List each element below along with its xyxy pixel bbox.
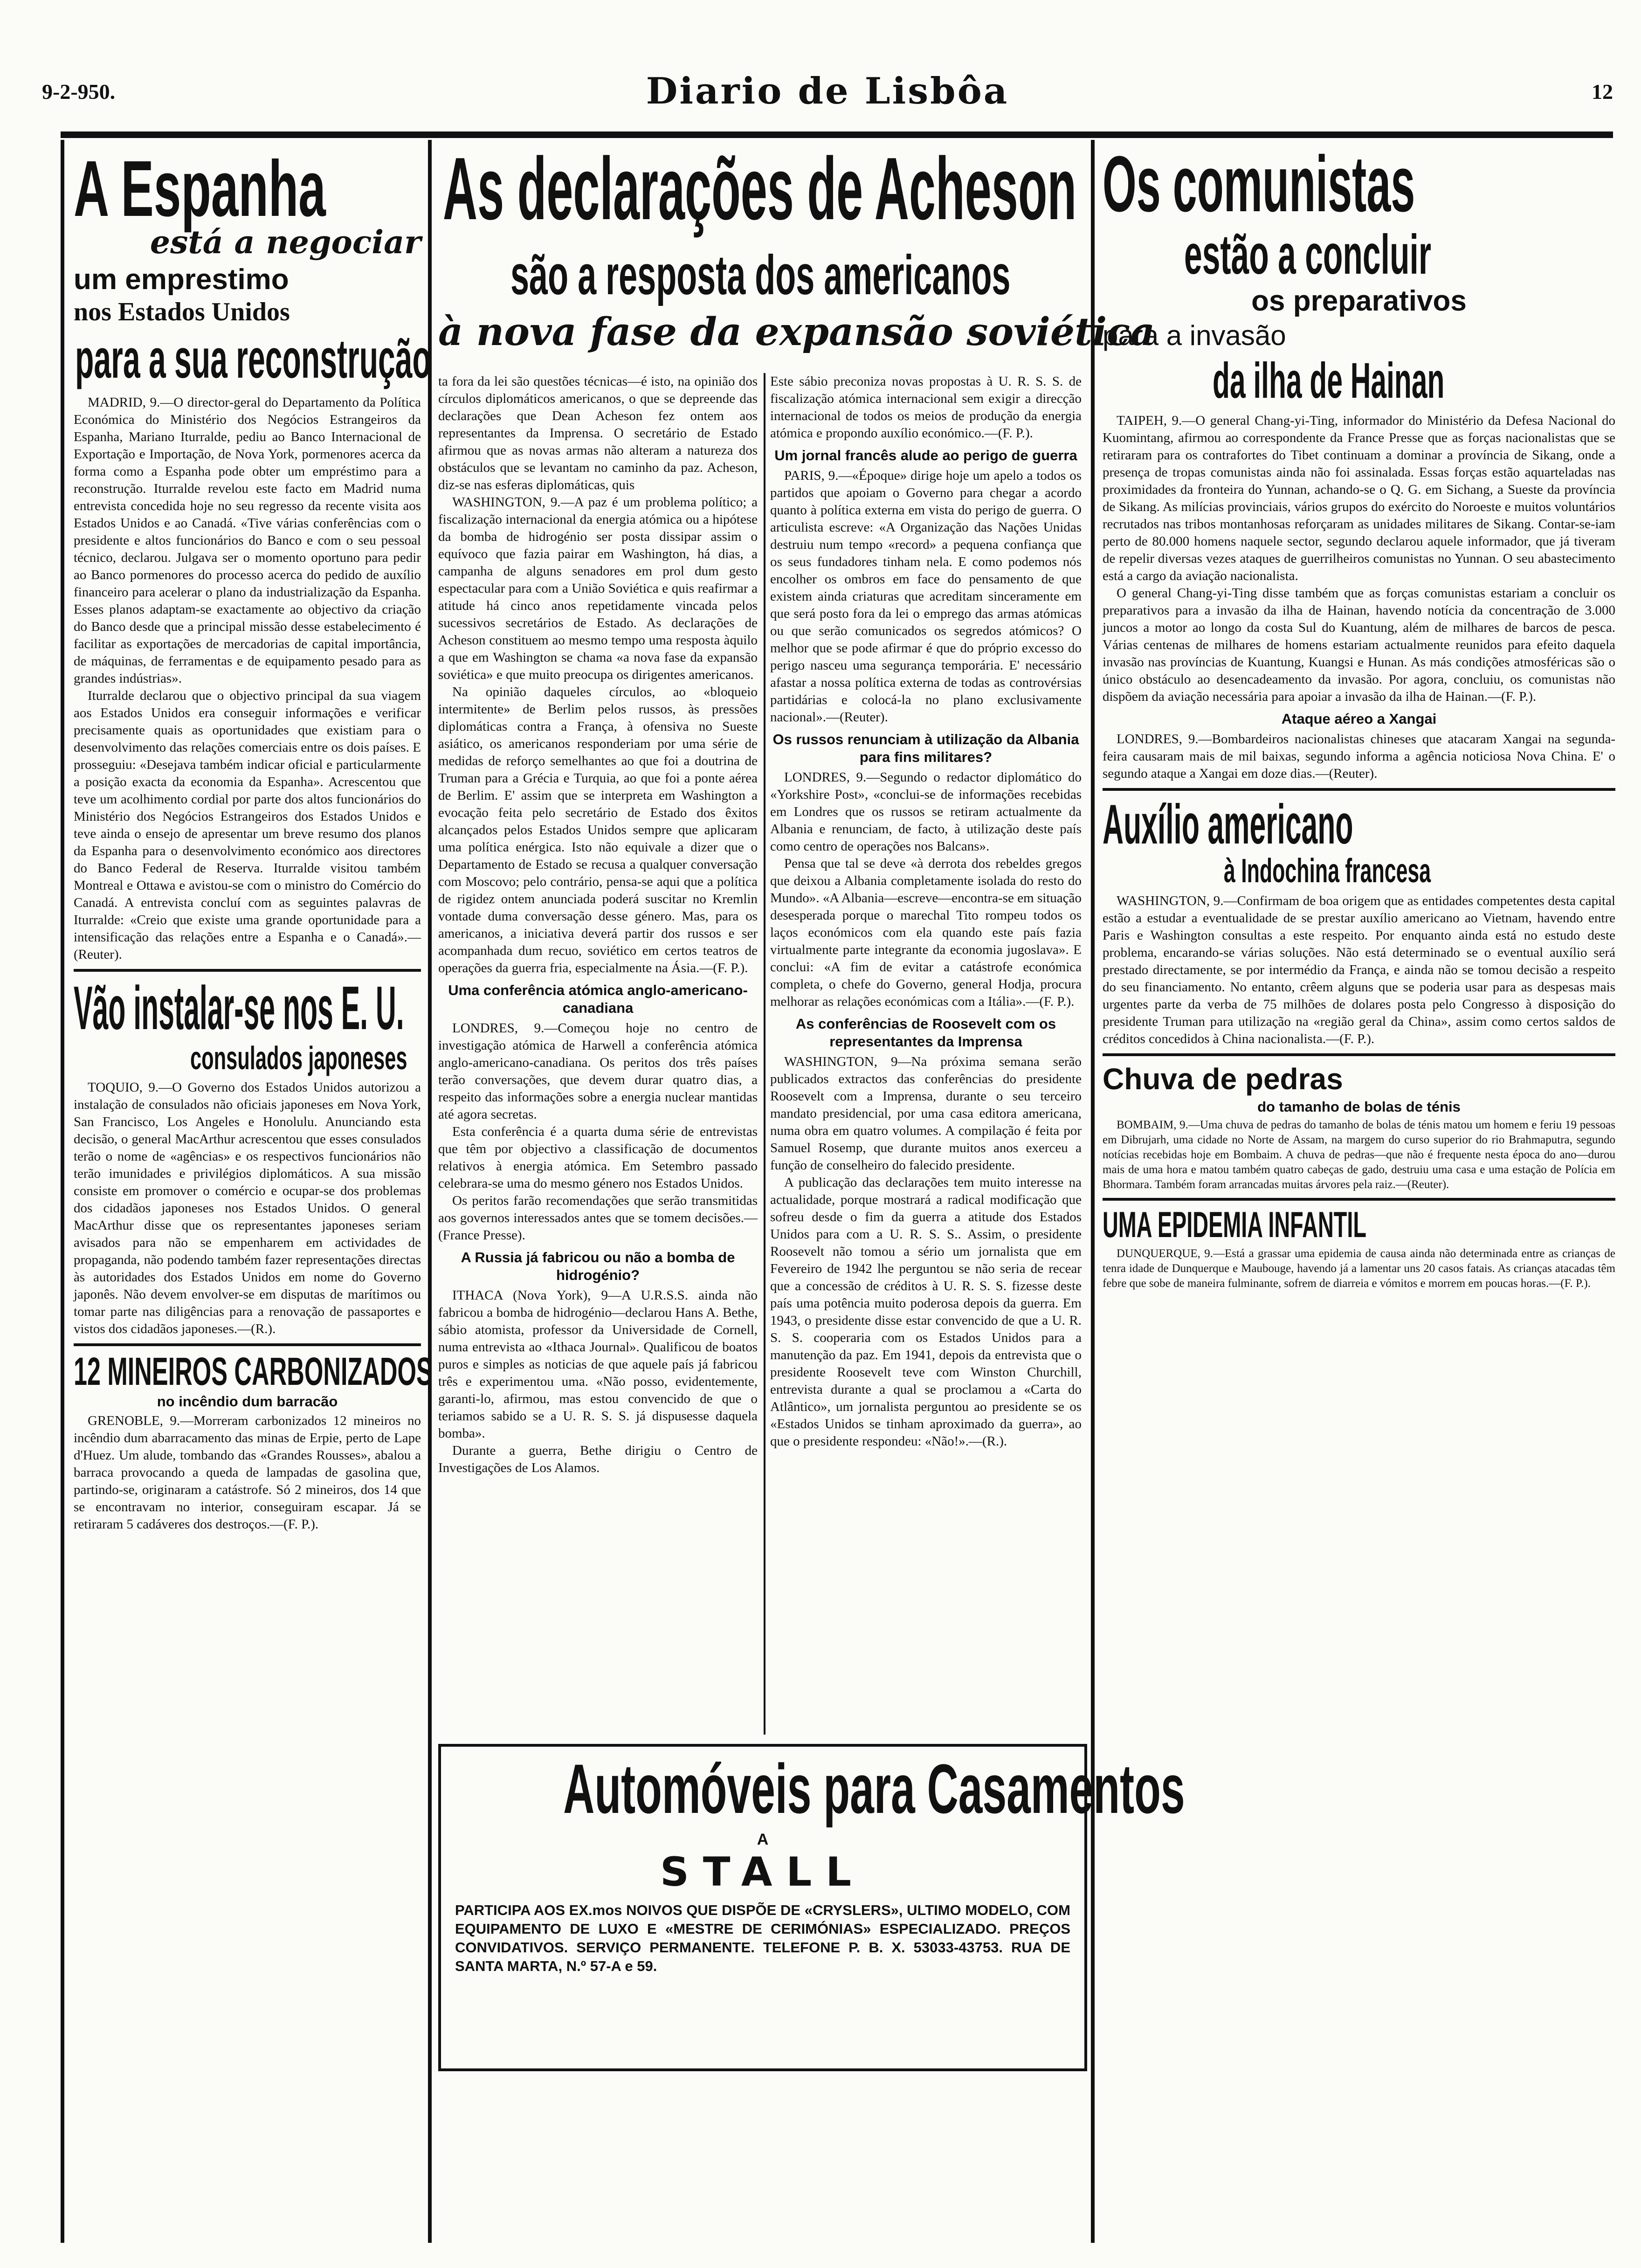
column-rule-1 — [428, 140, 432, 2243]
article-mineiros — [74, 1349, 433, 1533]
column-rule-left — [61, 140, 64, 2243]
acheson-c2-paragraph-2: PARIS, 9.—«Époque» dirige hoje um apelo a todos os partidos que apoiam o Governo para chegar a acordo quanto à política externa em vista do perigo de guerra. O articulista escreve: «A Organização das Nações Unidas destruiu num tempo «record» a pequena confiança que os seus fundadores tinham nela. E como podemos nós encolher os ombros em face do pensamento de que existem ainda criaturas que acreditam sinceramente em que será posto fora da lei o emprego das armas atómicas ou que serão comunicados os segredos atómicos? O melhor que se pode afirmar é que do próprio excesso do perigo nasceu uma segurança temporária. E' necessário afastar a nossa política externa de todas as controvérsias partidárias e colocá-la no plano exclusivamente nacional».—(Reuter). — [770, 468, 1082, 725]
subhead-bomba-hidrogenio: A Russia já fabricou ou não a bomba de hidrogénio? — [461, 1249, 735, 1283]
newspaper-title: Diario de Lisbôa — [646, 70, 1009, 112]
acheson-c1-paragraph-6: Os peritos farão recomendações que serão transmitidas aos governos interessados antes que se tomem decisões.—(France Presse). — [438, 1193, 758, 1243]
advert-a: A — [757, 1831, 769, 1848]
column-a — [74, 145, 433, 2233]
divider — [74, 1343, 421, 1346]
acheson-c2-paragraph-5: WASHINGTON, 9—Na próxima semana serão publicados extractos das conferências do presidente Roosevelt com a Imprensa, durante o seu terceiro mandato presidencial, por uma casa editora americana, numa obra em quatro volumes. A compilação é feita por Samuel Rosemp, que durante muitos anos exerceu a função de conselheiro do falecido presidente. — [770, 1054, 1082, 1173]
article-consulados — [74, 974, 421, 1338]
headline-comunistas: Os comunistas — [1103, 140, 1415, 228]
subhead-chuva: do tamanho de bolas de ténis — [1257, 1099, 1461, 1115]
headline-comunistas-line3: os preparativos — [1251, 285, 1467, 317]
headline-comunistas-line5: da ilha de Hainan — [1213, 352, 1445, 408]
comunistas-paragraph-1: TAIPEH, 9.—O general Chang-yi-Ting, informador do Ministério da Defesa Nacional do Kuomintang, afirmou ao correspondente da France Presse que as forças nacionalistas que se retiraram para os contrafortes do Tibet continuam a dominar a província de Sikang, onde a presença de tropas comunistas ainda não foi assinalada. Essas forças estão aquarteladas nas proximidades da fronteira do Yunnan, achando-se o Q. G. em Sichang, a Sueste da província de Sikang. As milícias provinciais, vários grupos do exército do Noroeste e muitos voluntários recrutados nas tribos montanhosas reforçaram as unidades militares de Sikang. Contar-se-iam perto de 80.000 homens naquele sector, segundo declarou aquele informador, que já tiveram de repelir diversas vezes ataques de guerrilheiros comunistas no Yunnan. O seu abastecimento está a cargo da aviação nacionalista. — [1103, 413, 1615, 583]
column-c — [1103, 140, 1615, 2233]
epidemia-paragraph: DUNQUERQUE, 9.—Está a grassar uma epidemia de causa ainda não determinada entre as crianças de tenra idade de Dunquerque e Maubouge, havendo já a lamentar uns 20 casos fatais. As crianças atacadas têm febre que sobe de maneira fulminante, sofrem de diarreia e vómitos e morrem em poucas horas.—(F. P.). — [1103, 1247, 1615, 1290]
headline-epidemia: UMA EPIDEMIA INFANTIL — [1103, 1204, 1366, 1245]
comunistas-paragraph-3: LONDRES, 9.—Bombardeiros nacionalistas chineses que atacaram Xangai na segunda-feira causaram mais de mil baixas, segundo informa a agência noticiosa Nova China. E' o segundo ataque a Xangai em doze dias.—(Reuter). — [1103, 732, 1615, 781]
acheson-c1-paragraph-7: ITHACA (Nova York), 9—A U.R.S.S. ainda não fabricou a bomba de hidrogénio—declarou Hans A. Bethe, sábio atomista, professor da Universidade de Cornell, numa entrevista ao «Ithaca Journal». Qualificou de boatos puros e simples as noticias de que aquele país já fabricou três e experimentou uma. «Não posso, evidentemente, garanti-lo, afirmou, mas estou convencido de que o teriamos sabido se a U. R. S. S. já dispusesse daquela bomba». — [438, 1288, 758, 1441]
headline-chuva: Chuva de pedras — [1103, 1062, 1343, 1096]
headline-espanha-line3: um emprestimo — [74, 263, 289, 296]
headline-acheson-line3: à nova fase da expansão soviética — [438, 310, 1155, 354]
chuva-paragraph: BOMBAIM, 9.—Uma chuva de pedras do tamanho de bolas de ténis matou um homem e feriu 19 pessoas em Dibrujarh, uma cidade no Norte de Assam, na margem do curso superior do rio Brahmaputra, segundo notícias recebidas hoje em Bombaim. A chuva de pedras—que não é frequente nesta época do ano—durou mais de uma hora e matou também quatro cabeças de gado, destruiu uma casa e uma estação de Polícia em Bhormara. Também foram arrancadas muitas árvores pela raiz.—(Reuter). — [1103, 1119, 1615, 1191]
subhead-jornal-frances: Um jornal francês alude ao perigo de guerra — [774, 447, 1077, 463]
headline-espanha-line4: nos Estados Unidos — [74, 297, 290, 326]
acheson-column-2 — [770, 373, 1082, 1735]
headline-comunistas-line2: estão a concluir — [1184, 223, 1431, 286]
subhead-mineiros: no incêndio dum barracão — [157, 1393, 338, 1410]
subhead-conferencia-atomica: Uma conferência atómica anglo-americano-canadiana — [448, 982, 748, 1016]
headline-espanha-line2: está a negociar — [150, 224, 421, 261]
advert-brand: STALL — [660, 1849, 866, 1895]
comunistas-paragraph-2: O general Chang-yi-Ting disse também que as forças comunistas estariam a concluir os preparativos para a invasão da ilha de Hainan, havendo notícia da concentração de 3.000 juncos a motor ao longo da costa Sul do Kuantung, além de milhares de barcos de pesca. Várias centenas de milhares de homens estariam actualmente reunidos para efeito daquela invasão nas províncias de Kuantung, Kuangsi e Hunan. As más condições atmosféricas são o único obstáculo ao desencadeamento da invasão. Por agora, concluiu, os comunistas não dispõem da aviação necessária para apoiar a invasão da ilha de Hainan.—(F. P.). — [1103, 586, 1615, 704]
headline-acheson-line2: são a resposta dos americanos — [510, 244, 1011, 306]
espanha-paragraph-1: MADRID, 9.—O director-geral do Departamento da Política Económica do Ministério dos Negócios Estrangeiros da Espanha, Mariano Iturralde, pediu ao Banco Internacional de Exportação e Importação, de Nova York, pormenores acerca da forma como a Espanha pode obter um empréstimo para a reconstrução. Iturralde revelou este facto em Madrid numa entrevista concedida hoje no seu regresso da recente visita aos Estados Unidos e ao Canadá. «Tive várias conferências com o presidente e altos funcionários do Banco e com o seu pessoal técnico, declarou. Julgava ser o momento oportuno para pedir ao Banco pormenores do processo acerca do pedido de auxílio financeiro para acelerar o plano da industrialização da Espanha. Esses planos adaptam-se exactamente ao objectivo da criação do Banco desde que a principal missão desse estabelecimento é facilitar as exportações de mercadorias de capital importância, de máquinas, de ferramentas e de equipamento pesado para as grandes indústrias». — [74, 395, 421, 686]
article-espanha — [74, 145, 431, 963]
headline-espanha: A Espanha — [74, 145, 326, 233]
acheson-c1-paragraph-2: WASHINGTON, 9.—A paz é um problema político; a fiscalização internacional da energia atómica ou a hipótese da bomba de hidrogénio ser posta dissipar assim o equívoco que fazia pairar em Washington, há dias, a campanha de alguns senadores em prol dum gesto espectacular para com a União Soviética e quis reafirmar a atitude há cinco anos repetidamente vincada pelos sucessivos secretários de Estado. As declarações de Acheson constituem ao mesmo tempo uma resposta àquilo a que em Washington se chama «a nova fase da expansão soviética» e que muito preocupa os dirigentes americanos. — [438, 495, 758, 682]
subhead-roosevelt: As conferências de Roosevelt com os representantes da Imprensa — [795, 1016, 1056, 1050]
advert-stall — [438, 1744, 1185, 2071]
espanha-paragraph-2: Iturralde declarou que o objectivo principal da sua viagem aos Estados Unidos era conseguir informações e verificar precisamente quais as oportunidades que existiam para o desenvolvimento das relações comerciais entre os dois países. E prosseguiu: «Desejava também indicar oficial e particularmente a posição exacta da economia da Espanha». Acrescentou que teve um acolhimento cordial por parte dos altos funcionários do Ministério dos Negócios Estrangeiros dos Estados Unidos e teve ainda o ensejo de apresentar um breve resumo dos planos da Espanha para o desenvolvimento económico aos directores do Banco Federal de Reserva. Iturralde visitou também Montreal e Ottawa e avistou-se com o ministro do Comércio do Canadá. A entrevista concluí com as seguintes palavras de Iturralde: «Creio que existe uma grande oportunidade para a intensificação das relações entre a Espanha e o Canadá».—(Reuter). — [74, 688, 421, 962]
inner-column-rule — [764, 373, 765, 1735]
acheson-c1-paragraph-3: Na opinião daqueles círculos, ao «bloqueio intermitente» de Berlim pelos russos, às pressões diplomáticas contra a França, à ofensiva no Sueste asiático, os americanos responderiam por uma série de medidas de reforço semelhantes ao que foi a doutrina de Truman para a Grécia e Turquia, ao que foi a ponte aérea de Berlim. E' assim que se interpreta em Washington a evocação feita pelo secretário de Estado dos êxitos alcançados pelos Estados Unidos sempre que aplicaram uma política enérgica. Isto não equivale a dizer que o Departamento de Estado se recusa a qualquer conversação com Moscovo; pelo contrário, pensa-se aqui que a política de rigidez ontem anunciada poderá suscitar no Kremlin vontade duma conversação desse género. Mas, para os americanos, a iniciativa deverá partir dos russos e ser acompanhada dum recuo, soviético em certos teatros de operações da guerra fria, especialmente na Ásia.—(F. P.). — [438, 685, 758, 975]
divider — [1103, 1198, 1615, 1201]
masthead — [42, 70, 1613, 126]
column-rule-2 — [1091, 140, 1095, 2243]
consulados-paragraph: TOQUIO, 9.—O Governo dos Estados Unidos autorizou a instalação de consulados não oficiais japoneses em Nova York, San Francisco, Los Angeles e Honolulu. Anunciando esta decisão, o general MacArthur acrescentou que esses consulados terão o nome de «agências» e os respectivos funcionários não terão imunidades e privilégios diplomáticos. A sua missão consiste em promover o comércio e ocupar-se dos problemas dos cidadãos japoneses nos Estados Unidos. O general MacArthur disse que os representantes japoneses seriam avisados para não se empenharem em actividades de propaganda, não podendo também fazer representações directas às autoridades dos Estados Unidos em nome do Governo japonês. Não devem envolver-se em disputas de marítimos ou tomar parte nas diligências para a renovação de passaportes e vistos dos cidadãos japoneses.—(R.). — [74, 1080, 421, 1336]
subhead-xangai: Ataque aéreo a Xangai — [1281, 711, 1437, 727]
article-auxilio — [1103, 793, 1615, 1048]
subhead-albania: Os russos renunciam à utilização da Albania para fins militares? — [772, 731, 1079, 765]
page-number: 12 — [1592, 80, 1613, 104]
article-comunistas — [1103, 140, 1615, 782]
acheson-column-1 — [438, 373, 758, 1735]
acheson-c1-paragraph-8: Durante a guerra, Bethe dirigiu o Centro de Investigações de Los Alamos. — [438, 1443, 758, 1475]
headline-auxilio: Auxílio americano — [1103, 793, 1353, 856]
headline-comunistas-line4: para a invasão — [1103, 320, 1286, 351]
acheson-c1-paragraph-5: Esta conferência é a quarta duma série de entrevistas que têm por objectivo a classificação de documentos relativos à energia atómica. Em Setembro passado celebrara-se uma do mesmo género nos Estados Unidos. — [438, 1124, 758, 1191]
acheson-c2-paragraph-1: Este sábio preconiza novas propostas à U. R. S. S. de fiscalização atómica internacional sem exigir a direcção internacional de todos os meios de produção da energia atómica e propondo auxílio económico.—(F. P.). — [770, 374, 1082, 441]
headline-mineiros: 12 MINEIROS CARBONIZADOS — [74, 1349, 433, 1393]
acheson-c2-paragraph-4: Pensa que tal se deve «à derrota dos rebeldes gregos que deixou a Albania completamente isolada do resto do Mundo». «A Albania—escreve—encontra-se em situação desesperada porque o marechal Tito rompeu todos os laços económicos com ela quando este país fazia virtualmente parte integrante da economia jugoslava». E conclui: «A fim de evitar a catástrofe económica completa, o chefe do Governo, general Hodja, procura melhorar as relações económicas com a Itália».—(F. P.). — [770, 856, 1082, 1009]
headline-consulados: Vão instalar-se nos E. U. — [74, 974, 404, 1042]
masthead-rule — [61, 131, 1613, 138]
divider — [1103, 1053, 1615, 1056]
headline-espanha-line5: para a sua reconstrução — [75, 328, 431, 390]
article-epidemia — [1103, 1206, 1615, 1291]
acheson-c1-paragraph-4: LONDRES, 9.—Começou hoje no centro de investigação atómica de Harwell a conferência atómica anglo-americano-canadiana. Os peritos dos três países terão conversações, que devem durar quatro dias, a respeito das informações sobre a energia nuclear mantidas até agora secretas. — [438, 1021, 758, 1122]
acheson-c2-paragraph-6: A publicação das declarações tem muito interesse na actualidade, porque mostrará a radical modificação que sofreu desde o fim da guerra a atitude dos Estados Unidos para com a U. R. S. S.. Assim, o presidente Roosevelt não tomou a sério um jornalista que em Fevereiro de 1942 lhe perguntou se não seria de recear que a concessão de créditos à U. R. S. S. fizesse deste país uma potência muito poderosa depois da guerra. Em 1943, o presidente disse estar convencido de que a U. R. S. S. cooperaria com os Estados Unidos para a manutenção da paz. Em 1941, depois da entrevista que o presidente Roosevelt teve com Winston Churchill, entrevista durante a qual se proclamou a «Carta do Atlântico», um jornalista perguntou ao presidente se os «Estados Unidos se tinham aproximado da guerra», ao que o presidente respondeu: «Não!».—(R.). — [770, 1175, 1082, 1449]
acheson-heading — [438, 139, 1155, 373]
advert-body: PARTICIPA AOS EX.mos NOIVOS QUE DISPÕE DE «CRYSLERS», ULTIMO MODELO, COM EQUIPAMENTO DE LUXO E «MESTRE DE CERIMÓNIAS» ESPECIALIZADO. PREÇOS CONVIDATIVOS. SERVIÇO PERMANENTE. TELEFONE P. B. X. 53033-43753. RUA DE SANTA MARTA, N.º 57-A e 59. — [455, 1902, 1070, 1974]
acheson-c1-paragraph-1: ta fora da lei são questões técnicas—é isto, na opinião dos círculos diplomáticos americanos, o que se depreende das declarações que Dean Acheson fez ontem aos representantes da Imprensa. O secretário de Estado afirmou que as novas armas não alteram a natureza dos obstáculos que se levantam no caminho da paz. Acheson, diz-se nas esferas diplomáticas, quis — [438, 374, 758, 492]
headline-acheson: As declarações de Acheson — [443, 139, 1077, 238]
subhead-indochina: à Indochina francesa — [1224, 852, 1431, 890]
auxilio-paragraph: WASHINGTON, 9.—Confirmam de boa origem que as entidades competentes desta capital estão a estudar a eventualidade de se prestar auxílio americano ao Vietnam, havendo entre Paris e Washington consultas a este respeito. Por enquanto ainda está no estudo deste problema, encarando-se várias soluções. Não está determinado se o eventual auxílio será prestado directamente, se por intermédio da França, e ainda não se tomou decisão a respeito do seu financiamento. No entanto, crêem alguns que se poderia usar para as despesas mais urgentes parte da verba de 75 milhões de dolares posta pelo Congresso à disposição do presidente Truman para utilização na «região geral da China», assim como certos saldos de créditos concedidos à China nacionalista.—(F. P.). — [1103, 893, 1615, 1046]
subhead-consulados: consulados japoneses — [190, 1040, 407, 1076]
acheson-c2-paragraph-3: LONDRES, 9.—Segundo o redactor diplomático do «Yorkshire Post», «conclui-se de informações recebidas em Londres que os russos se retiram actualmente da Albania e renunciam, de facto, à utilização deste país como centro de operações nos Balcans». — [770, 770, 1082, 854]
advert-title: Automóveis para Casamentos — [563, 1749, 1185, 1828]
divider — [74, 969, 421, 972]
article-chuva — [1103, 1062, 1615, 1192]
divider — [1103, 788, 1615, 791]
mineiros-paragraph: GRENOBLE, 9.—Morreram carbonizados 12 mineiros no incêndio dum abarracamento das minas de Erpie, perto de Lape d'Huez. Um alude, tombando das «Grandes Rousses», abalou a barraca provocando a queda de lampadas de gasolina que, partindo-se, originaram a catástrofe. Só 2 mineiros, dos 14 que se encontravam no interior, conseguiram escapar. Já se retiraram 5 cadáveres dos destroços.—(F. P.). — [74, 1413, 421, 1532]
issue-date: 9-2-950. — [42, 80, 116, 104]
